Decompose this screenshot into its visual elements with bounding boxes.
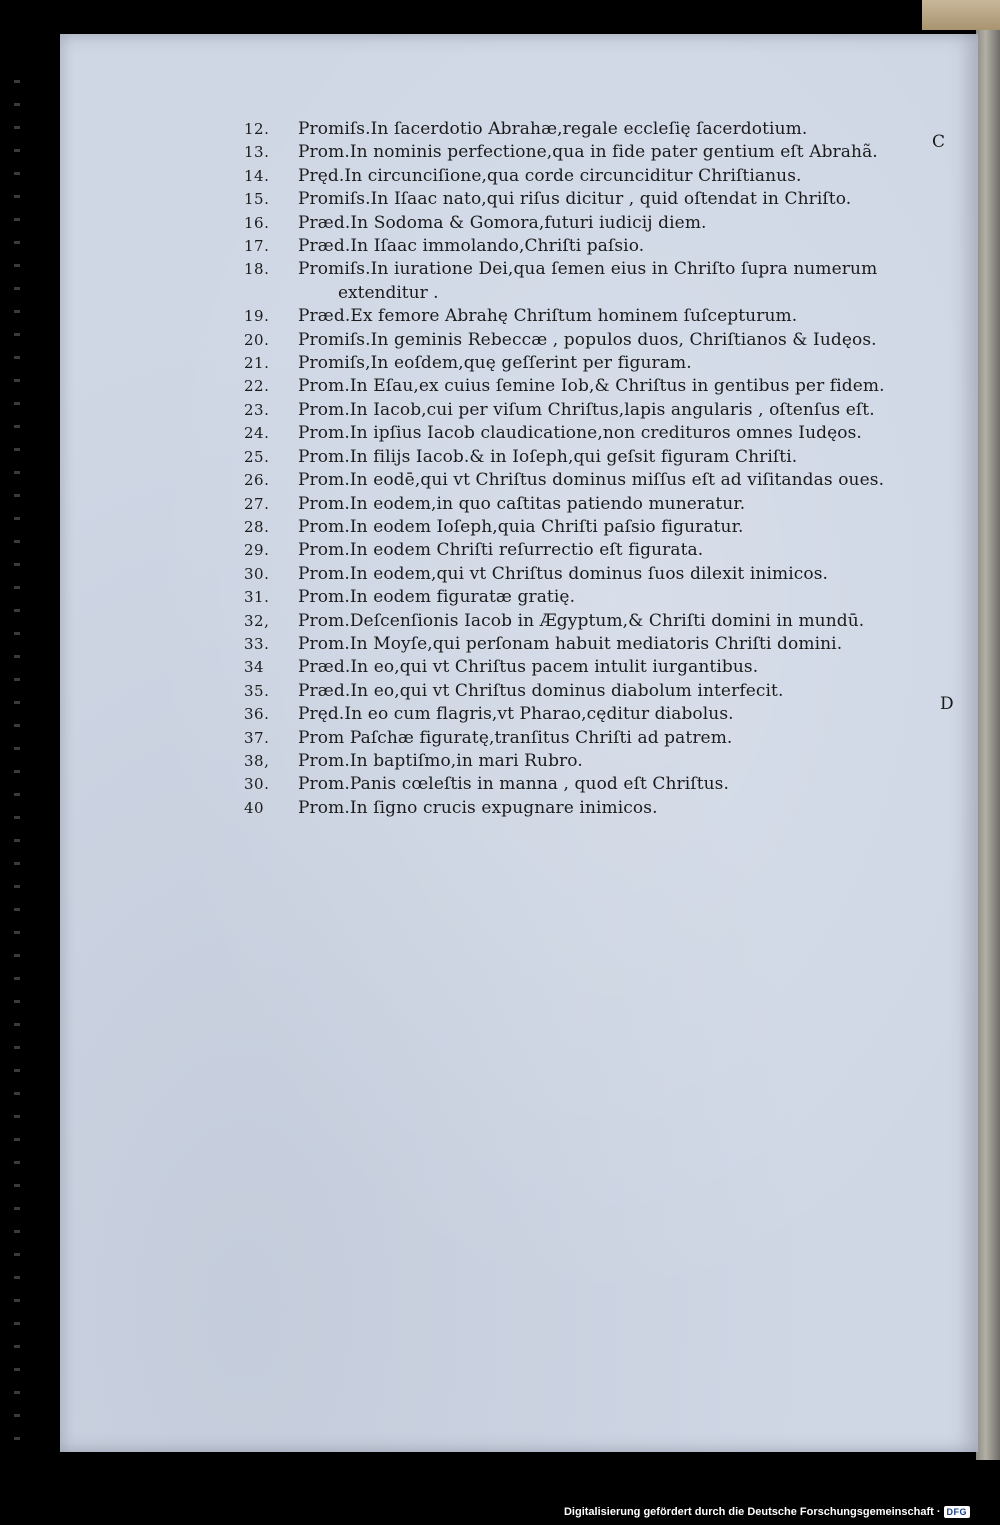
entry-number: 29.: [244, 541, 270, 560]
entry-number: 40: [244, 798, 265, 817]
entry-row: [244, 469, 944, 492]
entry-text: Prom.In Moyſe,qui perſonam habuit mediatoris Chriſti domini.: [298, 633, 843, 654]
list-item: [244, 539, 944, 562]
entry-text: Præd.In Iſaac immolando,Chriſti paſsio.: [298, 236, 645, 257]
entry-row: [244, 727, 944, 750]
list-item: [244, 375, 944, 398]
entry-number: 27.: [244, 494, 270, 513]
list-item: [244, 469, 944, 492]
entry-row: [244, 773, 944, 796]
scan-edge-tab: [922, 0, 1000, 30]
entry-text: Promiſs,In eoſdem,quę geſſerint per figuram.: [298, 353, 692, 374]
list-item: [244, 727, 944, 750]
entry-number: 32,: [244, 611, 270, 630]
entry-row: [244, 797, 944, 820]
list-item: [244, 703, 944, 726]
entry-number: 37.: [244, 728, 270, 747]
list-item: [244, 610, 944, 633]
margin-letter-d: D: [940, 694, 954, 714]
entry-number: 30.: [244, 775, 270, 794]
entry-row: [244, 703, 944, 726]
entry-text: Præd.In eo,qui vt Chriſtus dominus diabolum interfecit.: [298, 680, 784, 701]
entry-text: Prom.In eodem,qui vt Chriſtus dominus ſuos dilexit inimicos.: [298, 563, 829, 584]
list-item: [244, 446, 944, 469]
entry-text: Prom.In eodem,in quo caſtitas patiendo muneratur.: [298, 493, 746, 514]
entry-number: 34: [244, 658, 265, 677]
entry-row: [244, 399, 944, 422]
entry-number: 22.: [244, 377, 270, 396]
entry-number: 23.: [244, 400, 270, 419]
entry-number: 18.: [244, 260, 270, 279]
entry-row: [244, 422, 944, 445]
entry-text: Promiſs.In Iſaac nato,qui riſus dicitur , quid oſtendat in Chriſto.: [298, 189, 852, 210]
entry-row: [244, 633, 944, 656]
footer-text: Digitalisierung gefördert durch die Deutsche Forschungsgemeinschaft ·: [563, 1506, 941, 1518]
entry-row: [244, 165, 944, 188]
entry-row: [244, 610, 944, 633]
entry-text: Præd.Ex femore Abrahę Chriſtum hominem ſuſcepturum.: [298, 306, 798, 327]
entry-text: Prom.In eodē,qui vt Chriſtus dominus miſſus eſt ad viſitandas oues.: [298, 470, 885, 491]
entry-text: Prom.In ſigno crucis expugnare inimicos.: [298, 797, 658, 818]
entry-text: Promiſs.In geminis Rebeccæ , populos duos, Chriſtianos & Iudęos.: [298, 329, 877, 350]
entry-number: 15.: [244, 190, 270, 209]
entry-number: 17.: [244, 237, 270, 256]
list-item: [244, 141, 944, 164]
list-item: [244, 422, 944, 445]
entry-text: Promiſs.In ſacerdotio Abrahæ,regale eccleſię ſacerdotium.: [298, 119, 808, 139]
entry-row: [244, 539, 944, 562]
entry-number: 13.: [244, 143, 270, 162]
entry-number: 38,: [244, 751, 270, 770]
entry-number: 36.: [244, 705, 270, 724]
entry-text: Pręd.In circunciſione,qua corde circunciditur Chriſtianus.: [298, 165, 802, 186]
dfg-logo: DFG: [944, 1506, 971, 1518]
list-item: [244, 399, 944, 422]
book-spine-edge: [976, 30, 1000, 1460]
entry-number: 14.: [244, 166, 270, 185]
entry-number: 30.: [244, 564, 270, 583]
entry-row: [244, 352, 944, 375]
entry-row: [244, 141, 944, 164]
entry-text: Prom.Panis cœleſtis in manna , quod eſt Chriſtus.: [298, 774, 730, 795]
footer-credit: [564, 1506, 970, 1518]
entry-text: Præd.In eo,qui vt Chriſtus pacem intulit iurgantibus.: [298, 657, 759, 678]
list-item: [244, 680, 944, 703]
list-item: [244, 516, 944, 539]
entry-number: 26.: [244, 471, 270, 490]
list-item: [244, 118, 944, 141]
entry-text: Prom.In ipſius Iacob claudicatione,non credituros omnes Iudęos.: [298, 423, 862, 444]
entry-text: Prom.In eodem Ioſeph,quia Chriſti paſsio figuratur.: [298, 516, 744, 537]
entry-list: [244, 118, 944, 820]
entry-row: [244, 305, 944, 328]
entry-text: Promiſs.In iuratione Dei,qua ſemen eius in Chriſto ſupra numerum: [298, 259, 878, 280]
entry-number: 24.: [244, 424, 270, 443]
entry-text: Prom.In Iacob,cui per viſum Chriſtus,lapis angularis , oſtenſus eſt.: [298, 399, 875, 420]
entry-text: Pręd.In eo cum flagris,vt Pharao,cęditur diabolus.: [298, 704, 734, 725]
entry-text: Prom.In nominis perfectione,qua in fide pater gentium eſt Abrahã.: [298, 142, 878, 163]
entry-number: 12.: [244, 120, 270, 138]
entry-row: [244, 188, 944, 211]
entry-row: [244, 586, 944, 609]
entry-number: 33.: [244, 634, 270, 653]
list-item: [244, 165, 944, 188]
entry-row: [244, 446, 944, 469]
entry-number: 21.: [244, 354, 270, 373]
list-item: [244, 188, 944, 211]
list-item: [244, 258, 944, 305]
entry-text: Prom.In filijs Iacob.& in Ioſeph,qui geſsit figuram Chriſti.: [298, 446, 798, 467]
entry-row: [244, 516, 944, 539]
entry-number: 31.: [244, 588, 270, 607]
entry-text: Prom.In baptiſmo,in mari Rubro.: [298, 750, 583, 771]
list-item: [244, 493, 944, 516]
list-item: [244, 235, 944, 258]
entry-row: [244, 563, 944, 586]
list-item: [244, 586, 944, 609]
entry-row: [244, 375, 944, 398]
margin-letter-c: C: [932, 132, 946, 152]
entry-number: 28.: [244, 517, 270, 536]
entry-row: [244, 235, 944, 258]
entry-row: [244, 680, 944, 703]
entry-number: 25.: [244, 447, 270, 466]
entry-number: 20.: [244, 330, 270, 349]
entry-continuation: extenditur .: [338, 282, 439, 303]
entry-row: [244, 212, 944, 235]
entry-text: Prom Paſchæ figuratę,tranſitus Chriſti ad patrem.: [298, 727, 733, 748]
list-item: [244, 750, 944, 773]
entry-number: 19.: [244, 307, 270, 326]
entry-text: Præd.In Sodoma & Gomora,futuri iudicij diem.: [298, 212, 707, 233]
entry-number: 16.: [244, 213, 270, 232]
list-item: [244, 563, 944, 586]
list-item: [244, 633, 944, 656]
entry-row: [244, 750, 944, 773]
entry-text: Prom.Deſcenſionis Iacob in Ægyptum,& Chriſti domini in mundū.: [298, 610, 865, 631]
entry-row: [244, 118, 944, 141]
entry-text: Prom.In eodem Chriſti reſurrectio eſt figurata.: [298, 540, 704, 561]
entry-row: [244, 329, 944, 352]
entry-text: Prom.In eodem figuratæ gratię.: [298, 587, 576, 608]
list-item: [244, 329, 944, 352]
entry-row: [244, 493, 944, 516]
list-item: [244, 352, 944, 375]
list-item: [244, 212, 944, 235]
list-item: [244, 797, 944, 820]
entry-number: 35.: [244, 681, 270, 700]
entry-text: Prom.In Eſau,ex cuius ſemine Iob,& Chriſtus in gentibus per fidem.: [298, 376, 885, 397]
entry-row: [244, 258, 944, 281]
list-item: [244, 773, 944, 796]
list-item: [244, 656, 944, 679]
list-item: [244, 305, 944, 328]
entry-row: [244, 656, 944, 679]
scan-left-edge: [14, 60, 20, 1440]
